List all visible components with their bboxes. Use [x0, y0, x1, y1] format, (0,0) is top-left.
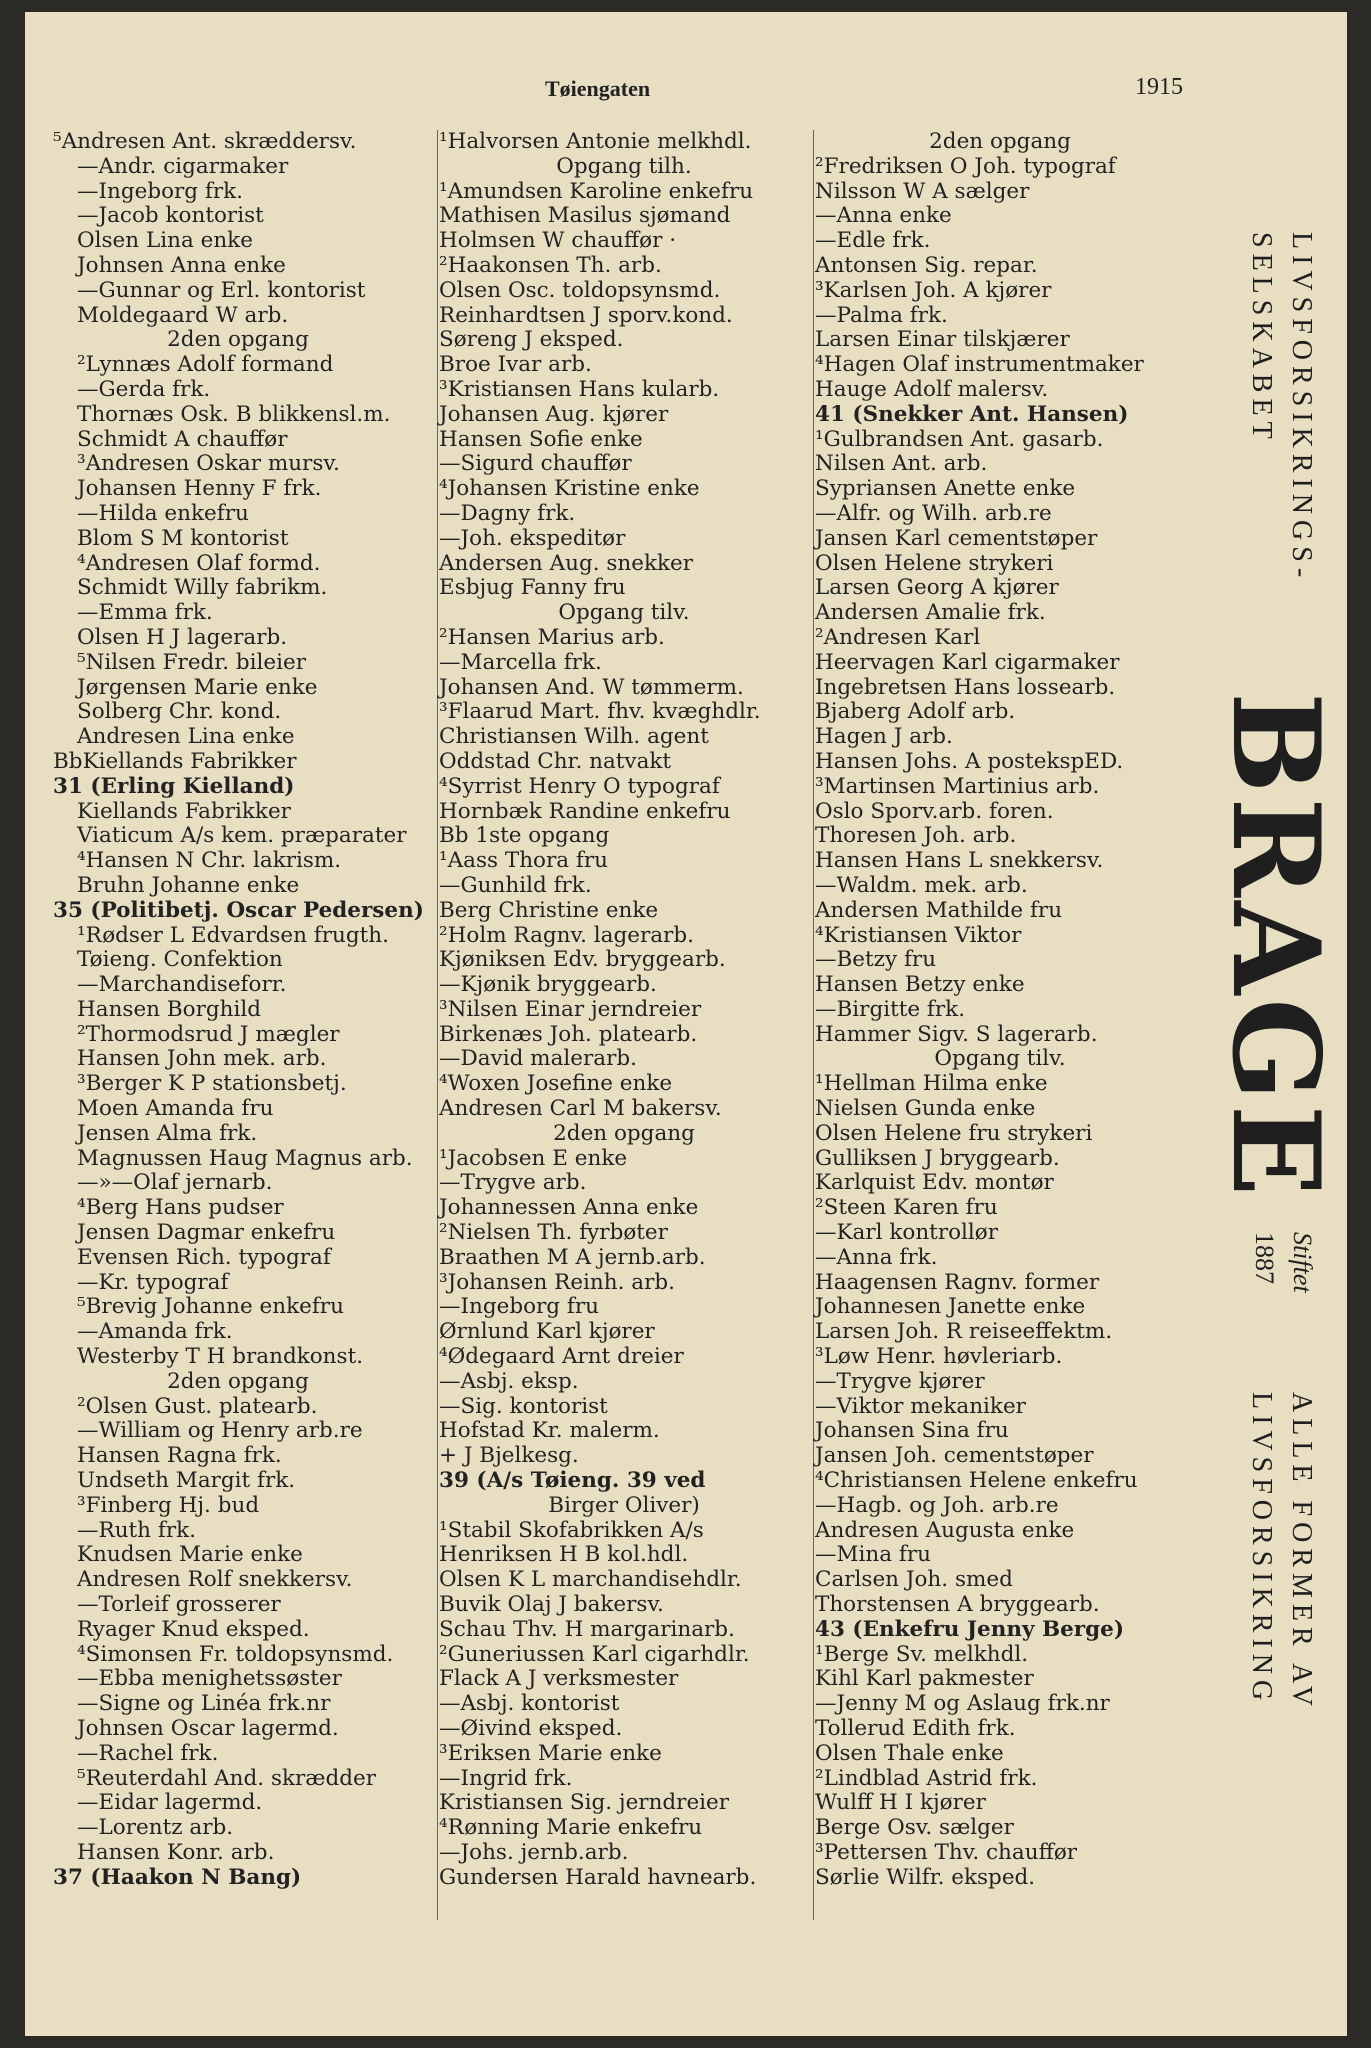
directory-entry: Nilsson W A sælger [815, 178, 1030, 204]
directory-entry: —Kjønik bryggearb. [439, 972, 657, 998]
directory-entry: Karlquist Edv. montør [815, 1170, 1054, 1196]
directory-entry: 2den opgang [553, 1120, 695, 1146]
directory-entry: Olsen Helene strykeri [815, 550, 1054, 576]
directory-entry: ¹Aass Thora fru [439, 848, 609, 874]
directory-entry: Oddstad Chr. natvakt [439, 748, 672, 774]
directory-entry: Solberg Chr. kond. [77, 699, 282, 725]
directory-entry: Moldegaard W arb. [77, 302, 289, 328]
directory-entry: Viaticum A/s kem. præparater [77, 823, 407, 849]
directory-entry: —Alfr. og Wilh. arb.re [815, 500, 1052, 526]
directory-entry: ³Andresen Oskar mursv. [77, 451, 340, 477]
directory-entry: Mathisen Masilus sjømand [439, 203, 731, 229]
directory-entry: 43 (Enkefru Jenny Berge) [815, 1616, 1125, 1642]
directory-entry: + J Bjelkesg. [439, 1443, 579, 1469]
directory-entry: Berg Christine enke [439, 897, 659, 923]
directory-entry: —Sig. kontorist [439, 1393, 608, 1419]
column-divider [437, 130, 438, 1920]
directory-entry: Andresen Carl M bakersv. [439, 1096, 722, 1122]
directory-entry: ⁴Rønning Marie enkefru [439, 1815, 703, 1841]
directory-entry: —Asbj. eksp. [439, 1368, 579, 1394]
directory-entry: Jansen Joh. cementstøper [815, 1443, 1094, 1469]
directory-entry: 31 (Erling Kielland) [53, 773, 295, 799]
directory-entry: Gulliksen J bryggearb. [815, 1145, 1060, 1171]
directory-entry: —Lorentz arb. [77, 1815, 234, 1841]
directory-entry: Kjøniksen Edv. bryggearb. [439, 947, 726, 973]
directory-entry: Søreng J eksped. [439, 327, 624, 353]
directory-entry: —Betzy fru [815, 947, 937, 973]
directory-entry: Antonsen Sig. repar. [815, 252, 1038, 278]
directory-entry: Hagen J arb. [815, 724, 953, 750]
column-divider [813, 130, 814, 1920]
directory-entry: Nielsen Gunda enke [815, 1096, 1036, 1122]
directory-column-1 [53, 130, 423, 1891]
directory-entry: —David malerarb. [439, 1046, 637, 1072]
directory-entry: Johansen And. W tømmerm. [439, 674, 744, 700]
directory-entry: —Birgitte frk. [815, 996, 966, 1022]
directory-entry: ⁴Berg Hans pudser [77, 1195, 284, 1221]
directory-entry: ²Fredriksen O Joh. typograf [815, 153, 1116, 179]
directory-entry: ²Holm Ragnv. lagerarb. [439, 922, 694, 948]
directory-entry: Hansen Ragna frk. [77, 1443, 282, 1469]
directory-entry: —Johs. jernb.arb. [439, 1839, 629, 1865]
directory-entry: Berge Osv. sælger [815, 1815, 1014, 1841]
directory-entry: —Hagb. og Joh. arb.re [815, 1492, 1059, 1518]
directory-entry: Olsen Helene fru strykeri [815, 1120, 1093, 1146]
directory-entry: —Trygve arb. [439, 1170, 587, 1196]
directory-entry: Hansen Betzy enke [815, 972, 1025, 998]
directory-entry: —Ebba menighetssøster [77, 1666, 342, 1692]
directory-entry: Kiellands Fabrikker [77, 798, 291, 824]
directory-entry: —Gerda frk. [77, 376, 211, 402]
directory-entry: Larsen Einar tilskjærer [815, 327, 1070, 353]
directory-entry: Gundersen Harald havnearb. [439, 1864, 757, 1890]
directory-entry: ⁵Brevig Johanne enkefru [77, 1294, 344, 1320]
directory-column-2 [439, 130, 809, 1891]
directory-entry: Carlsen Joh. smed [815, 1567, 1013, 1593]
directory-entry: Jørgensen Marie enke [77, 674, 318, 700]
ad-text-livsforsikring: LIVSFORSIKRING [1246, 1392, 1277, 1707]
directory-entry: ¹Berge Sv. melkhdl. [815, 1641, 1029, 1667]
directory-entry: Jansen Karl cementstøper [815, 525, 1098, 551]
directory-entry: Moen Amanda fru [77, 1096, 274, 1122]
directory-entry: Hornbæk Randine enkefru [439, 798, 731, 824]
directory-entry: Heervagen Karl cigarmaker [815, 649, 1120, 675]
directory-entry: Hansen Sofie enke [439, 426, 643, 452]
directory-entry: ³Martinsen Martinius arb. [815, 773, 1100, 799]
directory-entry: Jensen Dagmar enkefru [77, 1220, 336, 1246]
directory-entry: ³Kristiansen Hans kularb. [439, 376, 720, 402]
directory-entry: Birger Oliver) [548, 1492, 700, 1518]
directory-entry: Olsen H J lagerarb. [77, 624, 288, 650]
directory-entry: —»—Olaf jernarb. [77, 1170, 273, 1196]
directory-entry: ⁵Reuterdahl And. skrædder [77, 1765, 377, 1791]
directory-entry: —Joh. ekspeditør [439, 525, 626, 551]
directory-entry: Ingebretsen Hans lossearb. [815, 674, 1116, 700]
directory-entry: Larsen Georg A kjører [815, 575, 1059, 601]
directory-entry: Schau Thv. H margarinarb. [439, 1616, 735, 1642]
directory-entry: Sørlie Wilfr. eksped. [815, 1864, 1036, 1890]
directory-entry: —William og Henry arb.re [77, 1418, 363, 1444]
directory-entry: ⁴Hansen N Chr. lakrism. [77, 848, 342, 874]
directory-entry: —Dagny frk. [439, 500, 576, 526]
directory-entry: —Marchandiseforr. [77, 972, 287, 998]
directory-entry: ¹Hellman Hilma enke [815, 1071, 1048, 1097]
directory-entry: Thornæs Osk. B blikkensl.m. [77, 401, 391, 427]
directory-entry: Johnsen Anna enke [77, 252, 286, 278]
ad-brand-brage: BRAGE [1205, 692, 1346, 1201]
directory-entry: 35 (Politibetj. Oscar Pedersen) [53, 897, 424, 923]
directory-entry: —Viktor mekaniker [815, 1393, 1026, 1419]
directory-entry: —Karl kontrollør [815, 1220, 999, 1246]
directory-entry: Johannessen Anna enke [439, 1195, 699, 1221]
directory-entry: ¹Halvorsen Antonie melkhdl. [439, 129, 752, 154]
ad-text-alle-former: ALLE FORMER AV [1286, 1392, 1317, 1712]
directory-entry: Flack A J verksmester [439, 1666, 679, 1692]
directory-entry: Bruhn Johanne enke [77, 872, 300, 898]
directory-entry: Kristiansen Sig. jerndreier [439, 1790, 730, 1816]
directory-entry: Buvik Olaj J bakersv. [439, 1592, 664, 1618]
directory-column-3 [815, 130, 1185, 1891]
directory-entry: Ryager Knud eksped. [77, 1616, 310, 1642]
directory-entry: —Ingrid frk. [439, 1765, 573, 1791]
directory-entry: —Ingeborg fru [439, 1294, 599, 1320]
directory-entry: Oslo Sporv.arb. foren. [815, 798, 1054, 824]
directory-entry: ⁴Johansen Kristine enke [439, 476, 700, 502]
directory-entry: ¹Gulbrandsen Ant. gasarb. [815, 426, 1104, 452]
directory-entry: ³Berger K P stationsbetj. [77, 1071, 347, 1097]
directory-entry: ³Karlsen Joh. A kjører [815, 277, 1052, 303]
directory-entry: Esbjug Fanny fru [439, 575, 626, 601]
directory-entry: Ørnlund Karl kjører [439, 1319, 655, 1345]
directory-entry: Opgang tilv. [558, 600, 690, 626]
directory-entry: ³Nilsen Einar jerndreier [439, 996, 702, 1022]
directory-entry: Johannesen Janette enke [815, 1294, 1086, 1320]
directory-entry: —Ruth frk. [77, 1517, 196, 1543]
directory-entry: ⁴Woxen Josefine enke [439, 1071, 673, 1097]
ad-text-year: 1887 [1250, 1232, 1279, 1284]
directory-page [25, 12, 1347, 2036]
directory-entry: —Amanda frk. [77, 1319, 233, 1345]
directory-entry: 2den opgang [167, 1368, 309, 1394]
directory-entry: 41 (Snekker Ant. Hansen) [815, 401, 1129, 427]
directory-entry: ²Lindblad Astrid frk. [815, 1765, 1038, 1791]
directory-entry: Thoresen Joh. arb. [815, 823, 1017, 849]
directory-entry: ⁴Christiansen Helene enkefru [815, 1468, 1138, 1494]
directory-entry: —Palma frk. [815, 302, 948, 328]
directory-entry: ⁵Nilsen Fredr. bileier [77, 649, 307, 675]
directory-entry: Hammer Sigv. S lagerarb. [815, 1021, 1098, 1047]
directory-entry: ¹Rødser L Edvardsen frugth. [77, 922, 389, 948]
directory-entry: —Waldm. mek. arb. [815, 872, 1028, 898]
street-heading: Tøiengaten [545, 76, 651, 101]
page-header [25, 76, 1347, 116]
directory-entry: ³Løw Henr. høvleriarb. [815, 1344, 1063, 1370]
directory-entry: Hauge Adolf malersv. [815, 376, 1049, 402]
directory-entry: ³Johansen Reinh. arb. [439, 1269, 675, 1295]
directory-entry: ³Flaarud Mart. fhv. kvæghdlr. [439, 699, 761, 725]
directory-entry: —Marcella frk. [439, 649, 602, 675]
directory-entry: —Hilda enkefru [77, 500, 249, 526]
directory-entry: —Edle frk. [815, 228, 931, 254]
directory-entry: ²Hansen Marius arb. [439, 624, 665, 650]
directory-entry: —Jenny M og Aslaug frk.nr [815, 1691, 1110, 1717]
directory-entry: Westerby T H brandkonst. [77, 1344, 364, 1370]
directory-entry: Andersen Amalie frk. [815, 600, 1046, 626]
directory-entry: Opgang tilv. [934, 1046, 1066, 1072]
directory-entry: Opgang tilh. [556, 153, 692, 179]
directory-entry: —Eidar lagermd. [77, 1790, 263, 1816]
directory-entry: Andresen Rolf snekkersv. [77, 1567, 353, 1593]
directory-entry: —Ingeborg frk. [77, 178, 244, 204]
directory-entry: —Rachel frk. [77, 1740, 219, 1766]
directory-entry: Olsen K L marchandisehdlr. [439, 1567, 742, 1593]
directory-entry: ³Finberg Hj. bud [77, 1492, 260, 1518]
ad-text-selskabet: SELSKABET [1246, 232, 1277, 445]
directory-entry: Evensen Rich. typograf [77, 1244, 331, 1270]
advertisement-margin [1205, 222, 1346, 1922]
directory-entry: Andersen Mathilde fru [815, 897, 1063, 923]
directory-entry: Jensen Alma frk. [77, 1120, 258, 1146]
directory-entry: ⁴Kristiansen Viktor [815, 922, 1022, 948]
directory-entry: Thorstensen A bryggearb. [815, 1592, 1100, 1618]
directory-entry: Magnussen Haug Magnus arb. [77, 1145, 413, 1171]
directory-entry: Blom S M kontorist [77, 525, 289, 551]
ad-text-livsforsikrings: LIVSFORSIKRINGS- [1286, 232, 1317, 584]
directory-entry: Undseth Margit frk. [77, 1468, 296, 1494]
directory-entry: ²Thormodsrud J mægler [77, 1021, 340, 1047]
directory-entry: 39 (A/s Tøieng. 39 ved [439, 1468, 706, 1494]
directory-entry: Braathen M A jernb.arb. [439, 1244, 706, 1270]
directory-entry: Bb 1ste opgang [439, 823, 610, 849]
directory-entry: Hansen Johs. A postekspED. [815, 748, 1124, 774]
directory-entry: Schmidt Willy fabrikm. [77, 575, 328, 601]
directory-entry: ⁵Andresen Ant. skræddersv. [53, 129, 357, 154]
directory-entry: Johnsen Oscar lagermd. [77, 1716, 339, 1741]
directory-entry: Reinhardtsen J sporv.kond. [439, 302, 733, 328]
directory-entry: Andersen Aug. snekker [439, 550, 694, 576]
directory-entry: —Gunnar og Erl. kontorist [77, 277, 366, 303]
directory-entry: Holmsen W chauffør · [439, 228, 677, 254]
directory-entry: ²Olsen Gust. platearb. [77, 1393, 318, 1419]
directory-entry: —Asbj. kontorist [439, 1691, 620, 1717]
directory-entry: ²Andresen Karl [815, 624, 981, 650]
directory-entry: Johansen Aug. kjører [439, 401, 669, 427]
directory-entry: BbKiellands Fabrikker [53, 748, 297, 774]
directory-entry: 37 (Haakon N Bang) [53, 1864, 302, 1890]
directory-entry: —Signe og Linéa frk.nr [77, 1691, 331, 1717]
directory-entry: Andresen Augusta enke [815, 1517, 1075, 1543]
directory-entry: —Sigurd chauffør [439, 451, 632, 477]
directory-entry: Henriksen H B kol.hdl. [439, 1542, 689, 1568]
directory-entry: Johansen Sina fru [815, 1418, 1009, 1444]
directory-entry: Birkenæs Joh. platearb. [439, 1021, 698, 1047]
directory-entry: Christiansen Wilh. agent [439, 724, 709, 750]
directory-entry: —Øivind eksped. [439, 1716, 623, 1741]
directory-entry: Schmidt A chauffør [77, 426, 288, 452]
directory-entry: ⁴Syrrist Henry O typograf [439, 773, 720, 799]
directory-entry: ⁴Simonsen Fr. toldopsynsmd. [77, 1641, 394, 1667]
directory-entry: Hansen Konr. arb. [77, 1839, 275, 1865]
directory-entry: Haagensen Ragnv. former [815, 1269, 1100, 1295]
directory-entry: ²Haakonsen Th. arb. [439, 252, 662, 278]
directory-entry: —Kr. typograf [77, 1269, 229, 1295]
directory-entry: Hofstad Kr. malerm. [439, 1418, 660, 1444]
directory-entry: ⁴Hagen Olaf instrumentmaker [815, 352, 1144, 378]
directory-entry: ²Lynnæs Adolf formand [77, 352, 334, 378]
directory-entry: ²Nielsen Th. fyrbøter [439, 1220, 668, 1246]
directory-entry: —Andr. cigarmaker [77, 153, 289, 179]
directory-entry: Hansen Borghild [77, 996, 261, 1022]
directory-entry: ¹Stabil Skofabrikken A/s [439, 1517, 704, 1543]
directory-entry: Wulff H I kjører [815, 1790, 986, 1816]
directory-entry: —Mina fru [815, 1542, 931, 1568]
directory-entry: ³Pettersen Thv. chauffør [815, 1839, 1078, 1865]
directory-entry: —Gunhild frk. [439, 872, 592, 898]
directory-entry: Johansen Henny F frk. [77, 476, 322, 502]
directory-entry: Hansen John mek. arb. [77, 1046, 327, 1072]
directory-entry: Nilsen Ant. arb. [815, 451, 988, 477]
directory-entry: Olsen Thale enke [815, 1740, 1004, 1766]
directory-entry: Kihl Karl pakmester [815, 1666, 1034, 1692]
directory-entry: —Trygve kjører [815, 1368, 985, 1394]
directory-entry: ¹Jacobsen E enke [439, 1145, 628, 1171]
directory-entry: Olsen Lina enke [77, 228, 253, 254]
directory-entry: Bjaberg Adolf arb. [815, 699, 1016, 725]
directory-entry: ²Guneriussen Karl cigarhdlr. [439, 1641, 750, 1667]
directory-entry: Larsen Joh. R reiseeffektm. [815, 1319, 1113, 1345]
page-number: 1915 [1135, 74, 1183, 100]
directory-entry: 2den opgang [167, 327, 309, 353]
directory-entry: —Anna enke [815, 203, 952, 229]
directory-entry: Knudsen Marie enke [77, 1542, 303, 1568]
directory-entry: —Emma frk. [77, 600, 213, 626]
directory-entry: ²Steen Karen fru [815, 1195, 998, 1221]
directory-entry: ⁴Andresen Olaf formd. [77, 550, 321, 576]
directory-entry: Sypriansen Anette enke [815, 476, 1076, 502]
ad-text-stiftet: Stiftet [1288, 1232, 1317, 1293]
directory-entry: ⁴Ødegaard Arnt dreier [439, 1344, 684, 1370]
directory-entry: Tøieng. Confektion [77, 947, 283, 973]
directory-entry: ¹Amundsen Karoline enkefru [439, 178, 754, 204]
directory-entry: 2den opgang [929, 129, 1071, 154]
directory-entry: Tollerud Edith frk. [815, 1716, 1016, 1741]
directory-entry: Broe Ivar arb. [439, 352, 592, 378]
directory-entry: Andresen Lina enke [77, 724, 295, 750]
directory-entry: —Anna frk. [815, 1244, 938, 1270]
directory-entry: Olsen Osc. toldopsynsmd. [439, 277, 721, 303]
directory-entry: ³Eriksen Marie enke [439, 1740, 662, 1766]
directory-entry: Hansen Hans L snekkersv. [815, 848, 1104, 874]
directory-entry: —Torleif grosserer [77, 1592, 281, 1618]
directory-entry: —Jacob kontorist [77, 203, 264, 229]
